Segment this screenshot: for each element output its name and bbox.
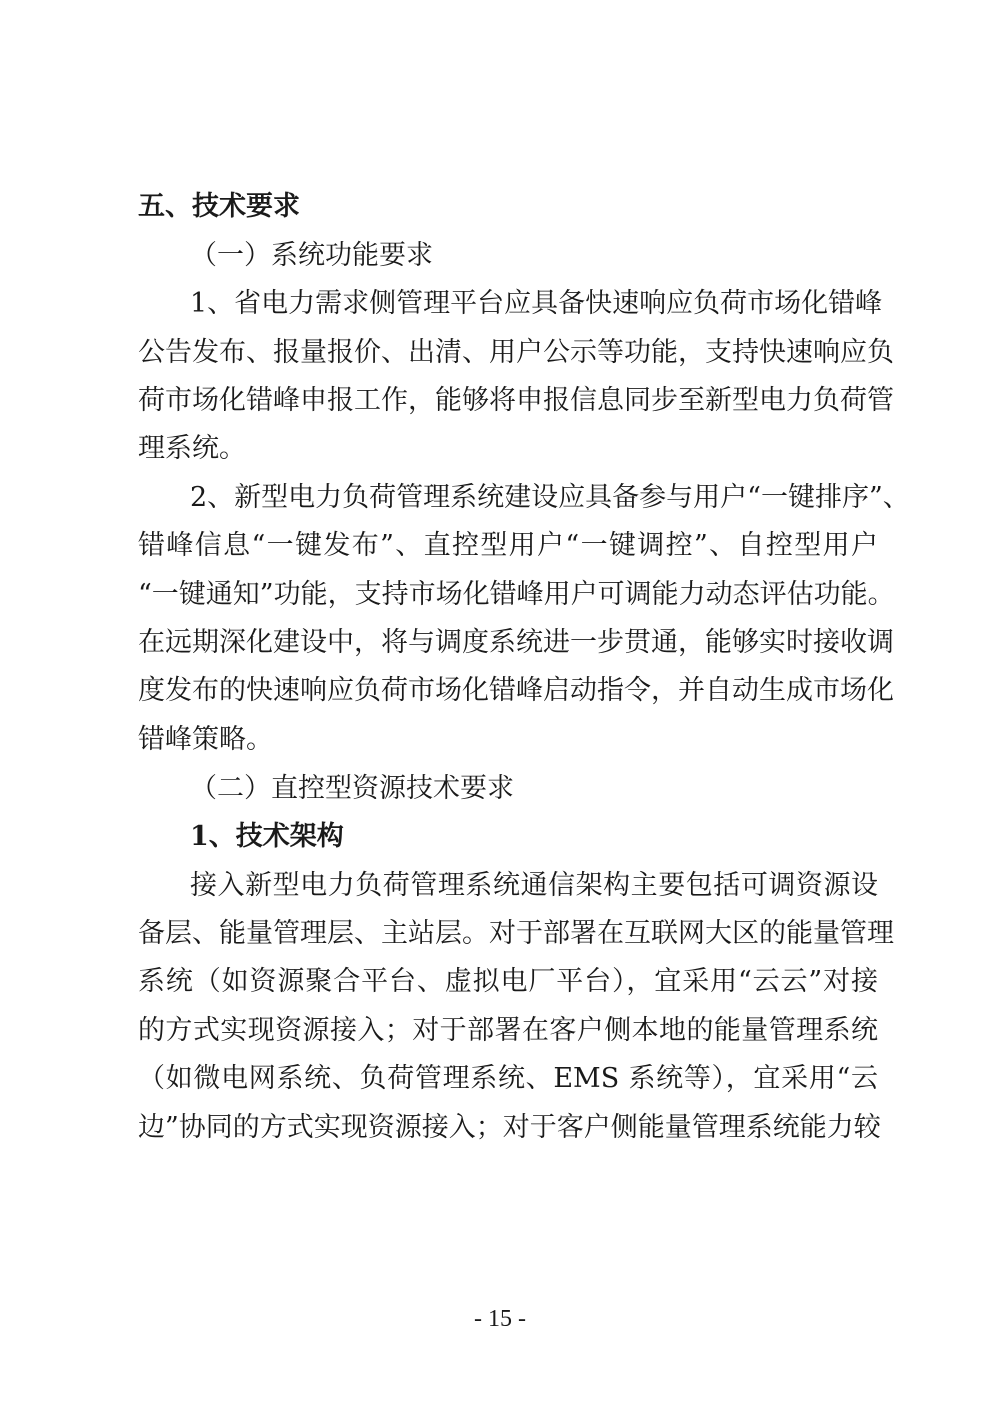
paragraph-line: 系统（如资源聚合平台、虚拟电厂平台），宜采用“云云”对接 [138,966,878,997]
paragraph-line: 边”协同的方式实现资源接入；对于客户侧能量管理系统能力较 [138,1112,881,1143]
paragraph-line: 在远期深化建设中，将与调度系统进一步贯通，能够实时接收调 [138,627,894,658]
subsection-heading-1: （一）系统功能要求 [190,240,433,271]
paragraph-line: 公告发布、报量报价、出清、用户公示等功能，支持快速响应负 [138,337,894,368]
section-heading: 五、技术要求 [138,191,300,222]
subsection-heading-2: （二）直控型资源技术要求 [190,773,514,804]
paragraph-line: 备层、能量管理层、主站层。对于部署在互联网大区的能量管理 [138,918,894,949]
paragraph-line: 荷市场化错峰申报工作，能够将申报信息同步至新型电力负荷管 [138,385,894,416]
paragraph-line: 理系统。 [138,433,246,464]
paragraph-line: 的方式实现资源接入；对于部署在客户侧本地的能量管理系统 [138,1015,878,1046]
paragraph-line: 错峰策略。 [138,724,273,755]
paragraph-line: 2、新型电力负荷管理系统建设应具备参与用户“一键排序”、 [190,482,910,513]
paragraph-line: 1、省电力需求侧管理平台应具备快速响应负荷市场化错峰 [190,288,883,319]
paragraph-line: 接入新型电力负荷管理系统通信架构主要包括可调资源设 [190,870,878,901]
paragraph-line: “一键通知”功能，支持市场化错峰用户可调能力动态评估功能。 [138,579,895,610]
item-heading: 1、技术架构 [190,821,344,852]
paragraph-line: （如微电网系统、负荷管理系统、EMS 系统等），宜采用“云 [138,1063,878,1094]
paragraph-line: 度发布的快速响应负荷市场化错峰启动指令，并自动生成市场化 [138,675,894,706]
page-number: - 15 - [474,1306,526,1332]
paragraph-line: 错峰信息“一键发布”、直控型用户“一键调控”、自控型用户 [138,530,878,561]
